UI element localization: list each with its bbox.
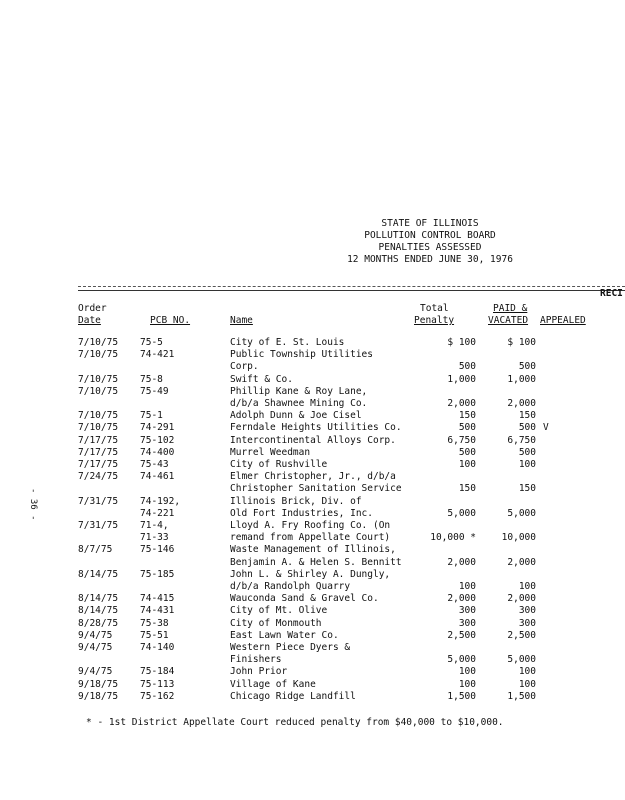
- cell-name: City of Monmouth: [230, 617, 322, 629]
- cell-paid-vacated: 150: [518, 410, 536, 422]
- cell-name: Waste Management of Illinois,: [230, 544, 396, 556]
- cell-pcb-no: 75-49: [140, 385, 169, 397]
- cell-pcb-no: 74-192,: [140, 495, 181, 507]
- cell-name: John Prior: [230, 666, 288, 678]
- cell-pcb-no: 71-4,: [140, 520, 169, 531]
- cell-name: Intercontinental Alloys Corp.: [230, 434, 396, 446]
- col-paid-2: VACATED: [488, 315, 529, 326]
- cell-pcb-no: 71-33: [140, 532, 169, 544]
- cell-name: d/b/a Shawnee Mining Co.: [230, 398, 368, 409]
- cell-name: Finishers: [230, 654, 282, 666]
- cell-paid-vacated: 10,000: [501, 532, 536, 544]
- cell-total-penalty: 1,500: [447, 690, 476, 702]
- cell-order-date: 7/17/75: [78, 459, 119, 470]
- cell-name: Swift & Co.: [230, 373, 293, 385]
- cell-paid-vacated: 5,000: [507, 654, 536, 666]
- cell-paid-vacated: 2,000: [507, 556, 536, 568]
- cell-name: Elmer Christopher, Jr., d/b/a: [230, 471, 396, 483]
- cell-paid-vacated: 300: [518, 605, 536, 617]
- col-name: Name: [230, 315, 253, 326]
- cell-pcb-no: 75-184: [140, 666, 175, 678]
- cell-order-date: 7/10/75: [78, 337, 119, 348]
- cell-pcb-no: 74-461: [140, 471, 175, 483]
- cell-total-penalty: 2,000: [447, 398, 476, 409]
- cell-name: City of Mt. Olive: [230, 605, 328, 617]
- cell-order-date: 8/14/75: [78, 568, 119, 580]
- cell-total-penalty: 2,500: [447, 629, 476, 641]
- cell-pcb-no: 75-1: [140, 410, 163, 422]
- header-rule: [78, 286, 625, 287]
- cell-paid-vacated: 1,000: [507, 373, 536, 385]
- cell-name: Old Fort Industries, Inc.: [230, 507, 373, 519]
- cell-total-penalty: 5,000: [447, 654, 476, 666]
- cell-total-penalty: 2,000: [447, 593, 476, 605]
- col-order-date-1: Order: [78, 303, 107, 314]
- cell-name: Phillip Kane & Roy Lane,: [230, 385, 368, 397]
- cell-total-penalty: 150: [458, 483, 476, 495]
- cell-paid-vacated: 2,500: [507, 629, 536, 641]
- cell-paid-vacated: 2,000: [507, 593, 536, 605]
- cell-paid-vacated: 1,500: [507, 690, 536, 702]
- cell-name: Christopher Sanitation Service: [230, 483, 402, 495]
- cell-pcb-no: 75-185: [140, 568, 175, 580]
- col-paid-1: PAID &: [493, 303, 528, 314]
- cell-paid-vacated: 2,000: [507, 398, 536, 409]
- cell-pcb-no: 74-415: [140, 593, 175, 605]
- cell-name: City of E. St. Louis: [230, 337, 345, 348]
- header-line-2: POLLUTION CONTROL BOARD: [364, 230, 496, 241]
- cell-order-date: 8/7/75: [78, 544, 113, 556]
- cell-pcb-no: 75-51: [140, 629, 169, 641]
- cell-paid-vacated: $ 100: [507, 337, 536, 348]
- cell-order-date: 8/28/75: [78, 617, 119, 629]
- cell-name: Village of Kane: [230, 678, 316, 690]
- col-pcb-no: PCB NO.: [150, 315, 191, 326]
- cell-order-date: 9/4/75: [78, 642, 113, 653]
- cell-pcb-no: 74-221: [140, 507, 175, 519]
- cell-paid-vacated: 100: [518, 666, 536, 678]
- header-line-3: PENALTIES ASSESSED: [378, 242, 482, 253]
- cell-pcb-no: 75-102: [140, 434, 175, 446]
- cell-total-penalty: 2,000: [447, 556, 476, 568]
- cell-total-penalty: 100: [458, 581, 476, 592]
- cell-name: Murrel Weedman: [230, 446, 311, 458]
- cell-total-penalty: 150: [458, 410, 476, 422]
- cell-pcb-no: 74-140: [140, 642, 175, 653]
- cell-total-penalty: 500: [458, 361, 476, 373]
- col-order-date-2: Date: [78, 315, 101, 326]
- cell-order-date: 8/14/75: [78, 605, 119, 617]
- cell-total-penalty: 6,750: [447, 434, 476, 446]
- cell-name: Illinois Brick, Div. of: [230, 495, 362, 507]
- cell-total-penalty: 10,000 *: [430, 532, 476, 544]
- cell-name: Corp.: [230, 361, 259, 373]
- header-line-1: STATE OF ILLINOIS: [381, 218, 479, 229]
- cell-flag: V: [543, 422, 549, 434]
- cell-order-date: 8/14/75: [78, 593, 119, 605]
- cell-name: John L. & Shirley A. Dungly,: [230, 568, 391, 580]
- cell-total-penalty: 100: [458, 459, 476, 470]
- cell-paid-vacated: 500: [518, 422, 536, 434]
- cell-total-penalty: 300: [458, 605, 476, 617]
- cell-order-date: 7/10/75: [78, 385, 119, 397]
- cell-order-date: 9/4/75: [78, 629, 113, 641]
- col-appealed: APPEALED: [540, 315, 586, 326]
- cell-pcb-no: 75-8: [140, 373, 163, 385]
- cell-order-date: 7/17/75: [78, 446, 119, 458]
- cell-total-penalty: 100: [458, 666, 476, 678]
- cell-total-penalty: 500: [458, 446, 476, 458]
- cell-order-date: 9/18/75: [78, 690, 119, 702]
- cell-pcb-no: 74-421: [140, 349, 175, 361]
- cell-total-penalty: 500: [458, 422, 476, 434]
- cell-order-date: 7/10/75: [78, 349, 119, 361]
- cell-order-date: 7/31/75: [78, 495, 119, 507]
- cell-name: Wauconda Sand & Gravel Co.: [230, 593, 379, 605]
- cell-name: Lloyd A. Fry Roofing Co. (On: [230, 520, 391, 531]
- header-rule-2: [78, 290, 625, 291]
- cell-paid-vacated: 500: [518, 361, 536, 373]
- cell-name: City of Rushville: [230, 459, 328, 470]
- cell-pcb-no: 75-38: [140, 617, 169, 629]
- cell-pcb-no: 75-162: [140, 690, 175, 702]
- cell-paid-vacated: 6,750: [507, 434, 536, 446]
- cell-paid-vacated: 100: [518, 459, 536, 470]
- cell-pcb-no: 74-291: [140, 422, 175, 434]
- cell-name: remand from Appellate Court): [230, 532, 391, 544]
- cell-name: d/b/a Randolph Quarry: [230, 581, 351, 592]
- cell-order-date: 9/18/75: [78, 678, 119, 690]
- cell-order-date: 7/10/75: [78, 410, 119, 422]
- side-page-number: - 36 -: [28, 488, 38, 521]
- cell-paid-vacated: 100: [518, 678, 536, 690]
- cell-pcb-no: 75-113: [140, 678, 175, 690]
- cell-total-penalty: 100: [458, 678, 476, 690]
- cell-name: Ferndale Heights Utilities Co.: [230, 422, 402, 434]
- cell-paid-vacated: 100: [518, 581, 536, 592]
- cell-pcb-no: 74-400: [140, 446, 175, 458]
- cell-total-penalty: $ 100: [447, 337, 476, 348]
- cell-total-penalty: 300: [458, 617, 476, 629]
- cell-total-penalty: 1,000: [447, 373, 476, 385]
- cell-name: Chicago Ridge Landfill: [230, 690, 356, 702]
- cell-order-date: 7/24/75: [78, 471, 119, 483]
- cell-pcb-no: 74-431: [140, 605, 175, 617]
- header-line-4: 12 MONTHS ENDED JUNE 30, 1976: [347, 254, 513, 265]
- cell-order-date: 7/10/75: [78, 422, 119, 434]
- cell-order-date: 7/10/75: [78, 373, 119, 385]
- cell-total-penalty: 5,000: [447, 507, 476, 519]
- col-total-penalty-2: Penalty: [414, 315, 455, 326]
- cell-paid-vacated: 300: [518, 617, 536, 629]
- cell-pcb-no: 75-146: [140, 544, 175, 556]
- cell-name: Adolph Dunn & Joe Cisel: [230, 410, 362, 422]
- cell-paid-vacated: 5,000: [507, 507, 536, 519]
- cell-name: Benjamin A. & Helen S. Bennitt: [230, 556, 402, 568]
- cell-order-date: 9/4/75: [78, 666, 113, 678]
- cell-paid-vacated: 150: [518, 483, 536, 495]
- cell-paid-vacated: 500: [518, 446, 536, 458]
- cell-name: East Lawn Water Co.: [230, 629, 339, 641]
- truncated-column-title: RECI: [600, 288, 623, 299]
- col-total-penalty-1: Total: [420, 303, 449, 314]
- cell-order-date: 7/31/75: [78, 520, 119, 531]
- cell-name: Western Piece Dyers &: [230, 642, 351, 653]
- cell-pcb-no: 75-5: [140, 337, 163, 348]
- footnote: * - 1st District Appellate Court reduced penalty from $40,000 to $10,000.: [86, 717, 504, 728]
- cell-name: Public Township Utilities: [230, 349, 373, 361]
- cell-pcb-no: 75-43: [140, 459, 169, 470]
- cell-order-date: 7/17/75: [78, 434, 119, 446]
